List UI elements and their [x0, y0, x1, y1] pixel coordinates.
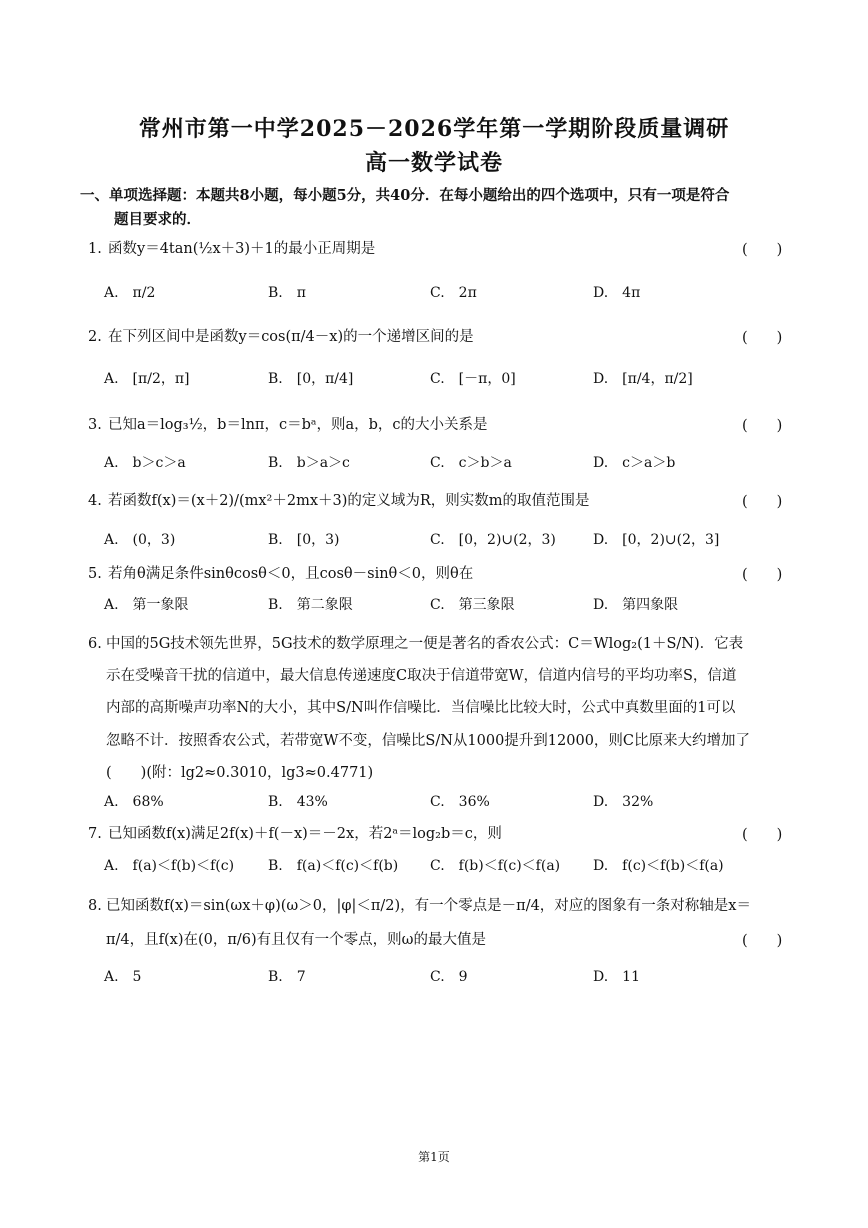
question-number: 2. — [88, 329, 102, 345]
question-6-line-4: 忽略不计．按照香农公式，若带宽W不变，信噪比S/N从1000提升到12000，则C比原来大约增加了 — [106, 733, 751, 749]
option-a: A. π/2 — [104, 285, 156, 301]
option-c: C. f(b)＜f(c)＜f(a) — [430, 858, 561, 874]
question-number: 7. — [88, 826, 102, 842]
question-text: 函数y＝4tan(½x＋3)＋1的最小正周期是 — [108, 241, 376, 257]
section-heading — [80, 184, 800, 232]
question-text: 已知a＝log₃½，b＝lnπ，c＝bᵃ，则a，b，c的大小关系是 — [108, 417, 488, 433]
answer-blank: ( ) — [742, 933, 783, 949]
option-c: C. [0，2)∪(2，3) — [430, 532, 556, 548]
option-d: D. c＞a＞b — [593, 455, 676, 471]
page-number: 第1页 — [418, 1150, 450, 1164]
question-2 — [88, 326, 788, 348]
answer-blank: ( ) — [742, 418, 783, 434]
question-8-line-1: 已知函数f(x)＝sin(ωx＋φ)(ω＞0，|φ|＜π/2)，有一个零点是－π/4，对应的图象有一条对称轴是x＝ — [106, 898, 751, 914]
section-heading-line2: 题目要求的． — [114, 211, 201, 228]
question-4 — [88, 490, 788, 512]
answer-blank: ( ) — [742, 494, 783, 510]
option-a: A. 5 — [104, 969, 142, 985]
option-c: C. [－π，0] — [430, 371, 516, 387]
option-a: A. b＞c＞a — [104, 455, 186, 471]
option-d: D. 4π — [593, 285, 641, 301]
option-d: D. [π/4，π/2] — [593, 371, 693, 387]
question-6-line-3: 内部的高斯噪声功率N的大小，其中S/N叫作信噪比．当信噪比比较大时，公式中真数里面的1可以 — [106, 700, 736, 716]
answer-blank: ( ) — [742, 330, 783, 346]
question-number: 1. — [88, 241, 102, 257]
section-heading-line1: 一、单项选择题：本题共8小题，每小题5分，共40分．在每小题给出的四个选项中，只有一项是符合 — [80, 187, 730, 204]
option-c: C. 2π — [430, 285, 477, 301]
question-text: 若函数f(x)＝(x＋2)/(mx²＋2mx＋3)的定义域为R，则实数m的取值范围是 — [108, 493, 590, 509]
option-a: A. 68% — [104, 794, 164, 810]
option-b: B. 43% — [268, 794, 328, 810]
option-b: B. f(a)＜f(c)＜f(b) — [268, 858, 399, 874]
option-d: D. 第四象限 — [593, 597, 679, 613]
question-7 — [88, 823, 788, 845]
question-6-line-5: ( )(附：lg2≈0.3010，lg3≈0.4771) — [106, 765, 374, 781]
question-number: 5. — [88, 566, 102, 582]
option-b: B. π — [268, 285, 306, 301]
question-6-line-2: 示在受噪音干扰的信道中，最大信息传递速度C取决于信道带宽W，信道内信号的平均功率S，信道 — [106, 668, 737, 684]
option-a: A. (0，3) — [104, 532, 176, 548]
option-c: C. c＞b＞a — [430, 455, 512, 471]
answer-blank: ( ) — [742, 242, 783, 258]
question-number: 3. — [88, 417, 102, 433]
question-5 — [88, 563, 788, 585]
option-a: A. 第一象限 — [104, 597, 189, 613]
question-text: 在下列区间中是函数y＝cos(π/4－x)的一个递增区间的是 — [108, 329, 474, 345]
option-b: B. b＞a＞c — [268, 455, 350, 471]
question-1 — [88, 238, 788, 260]
option-d: D. 32% — [593, 794, 654, 810]
option-a: A. [π/2，π] — [104, 371, 190, 387]
option-c: C. 9 — [430, 969, 468, 985]
option-d: D. 11 — [593, 969, 640, 985]
option-d: D. [0，2)∪(2，3] — [593, 532, 720, 548]
answer-blank: ( ) — [742, 567, 783, 583]
exam-title: 常州市第一中学2025－2026学年第一学期阶段质量调研 — [138, 116, 730, 142]
option-c: C. 36% — [430, 794, 490, 810]
question-3 — [88, 414, 788, 436]
question-6-line-1: 中国的5G技术领先世界，5G技术的数学原理之一便是著名的香农公式：C＝Wlog₂(1＋S/N)．它表 — [106, 636, 744, 652]
question-number: 4. — [88, 493, 102, 509]
question-number: 6. — [88, 636, 102, 652]
question-8-line-2: π/4，且f(x)在(0，π/6)有且仅有一个零点，则ω的最大值是 — [106, 932, 487, 948]
option-b: B. 7 — [268, 969, 306, 985]
exam-subtitle: 高一数学试卷 — [364, 150, 503, 176]
option-b: B. 第二象限 — [268, 597, 353, 613]
option-c: C. 第三象限 — [430, 597, 515, 613]
option-d: D. f(c)＜f(b)＜f(a) — [593, 858, 724, 874]
option-a: A. f(a)＜f(b)＜f(c) — [104, 858, 235, 874]
question-text: 已知函数f(x)满足2f(x)＋f(－x)＝－2x，若2ᵃ＝log₂b＝c，则 — [108, 826, 502, 842]
option-b: B. [0，π/4] — [268, 371, 354, 387]
question-text: 若角θ满足条件sinθcosθ＜0，且cosθ－sinθ＜0，则θ在 — [108, 566, 474, 582]
option-b: B. [0，3) — [268, 532, 340, 548]
question-number: 8. — [88, 898, 102, 914]
answer-blank: ( ) — [742, 827, 783, 843]
